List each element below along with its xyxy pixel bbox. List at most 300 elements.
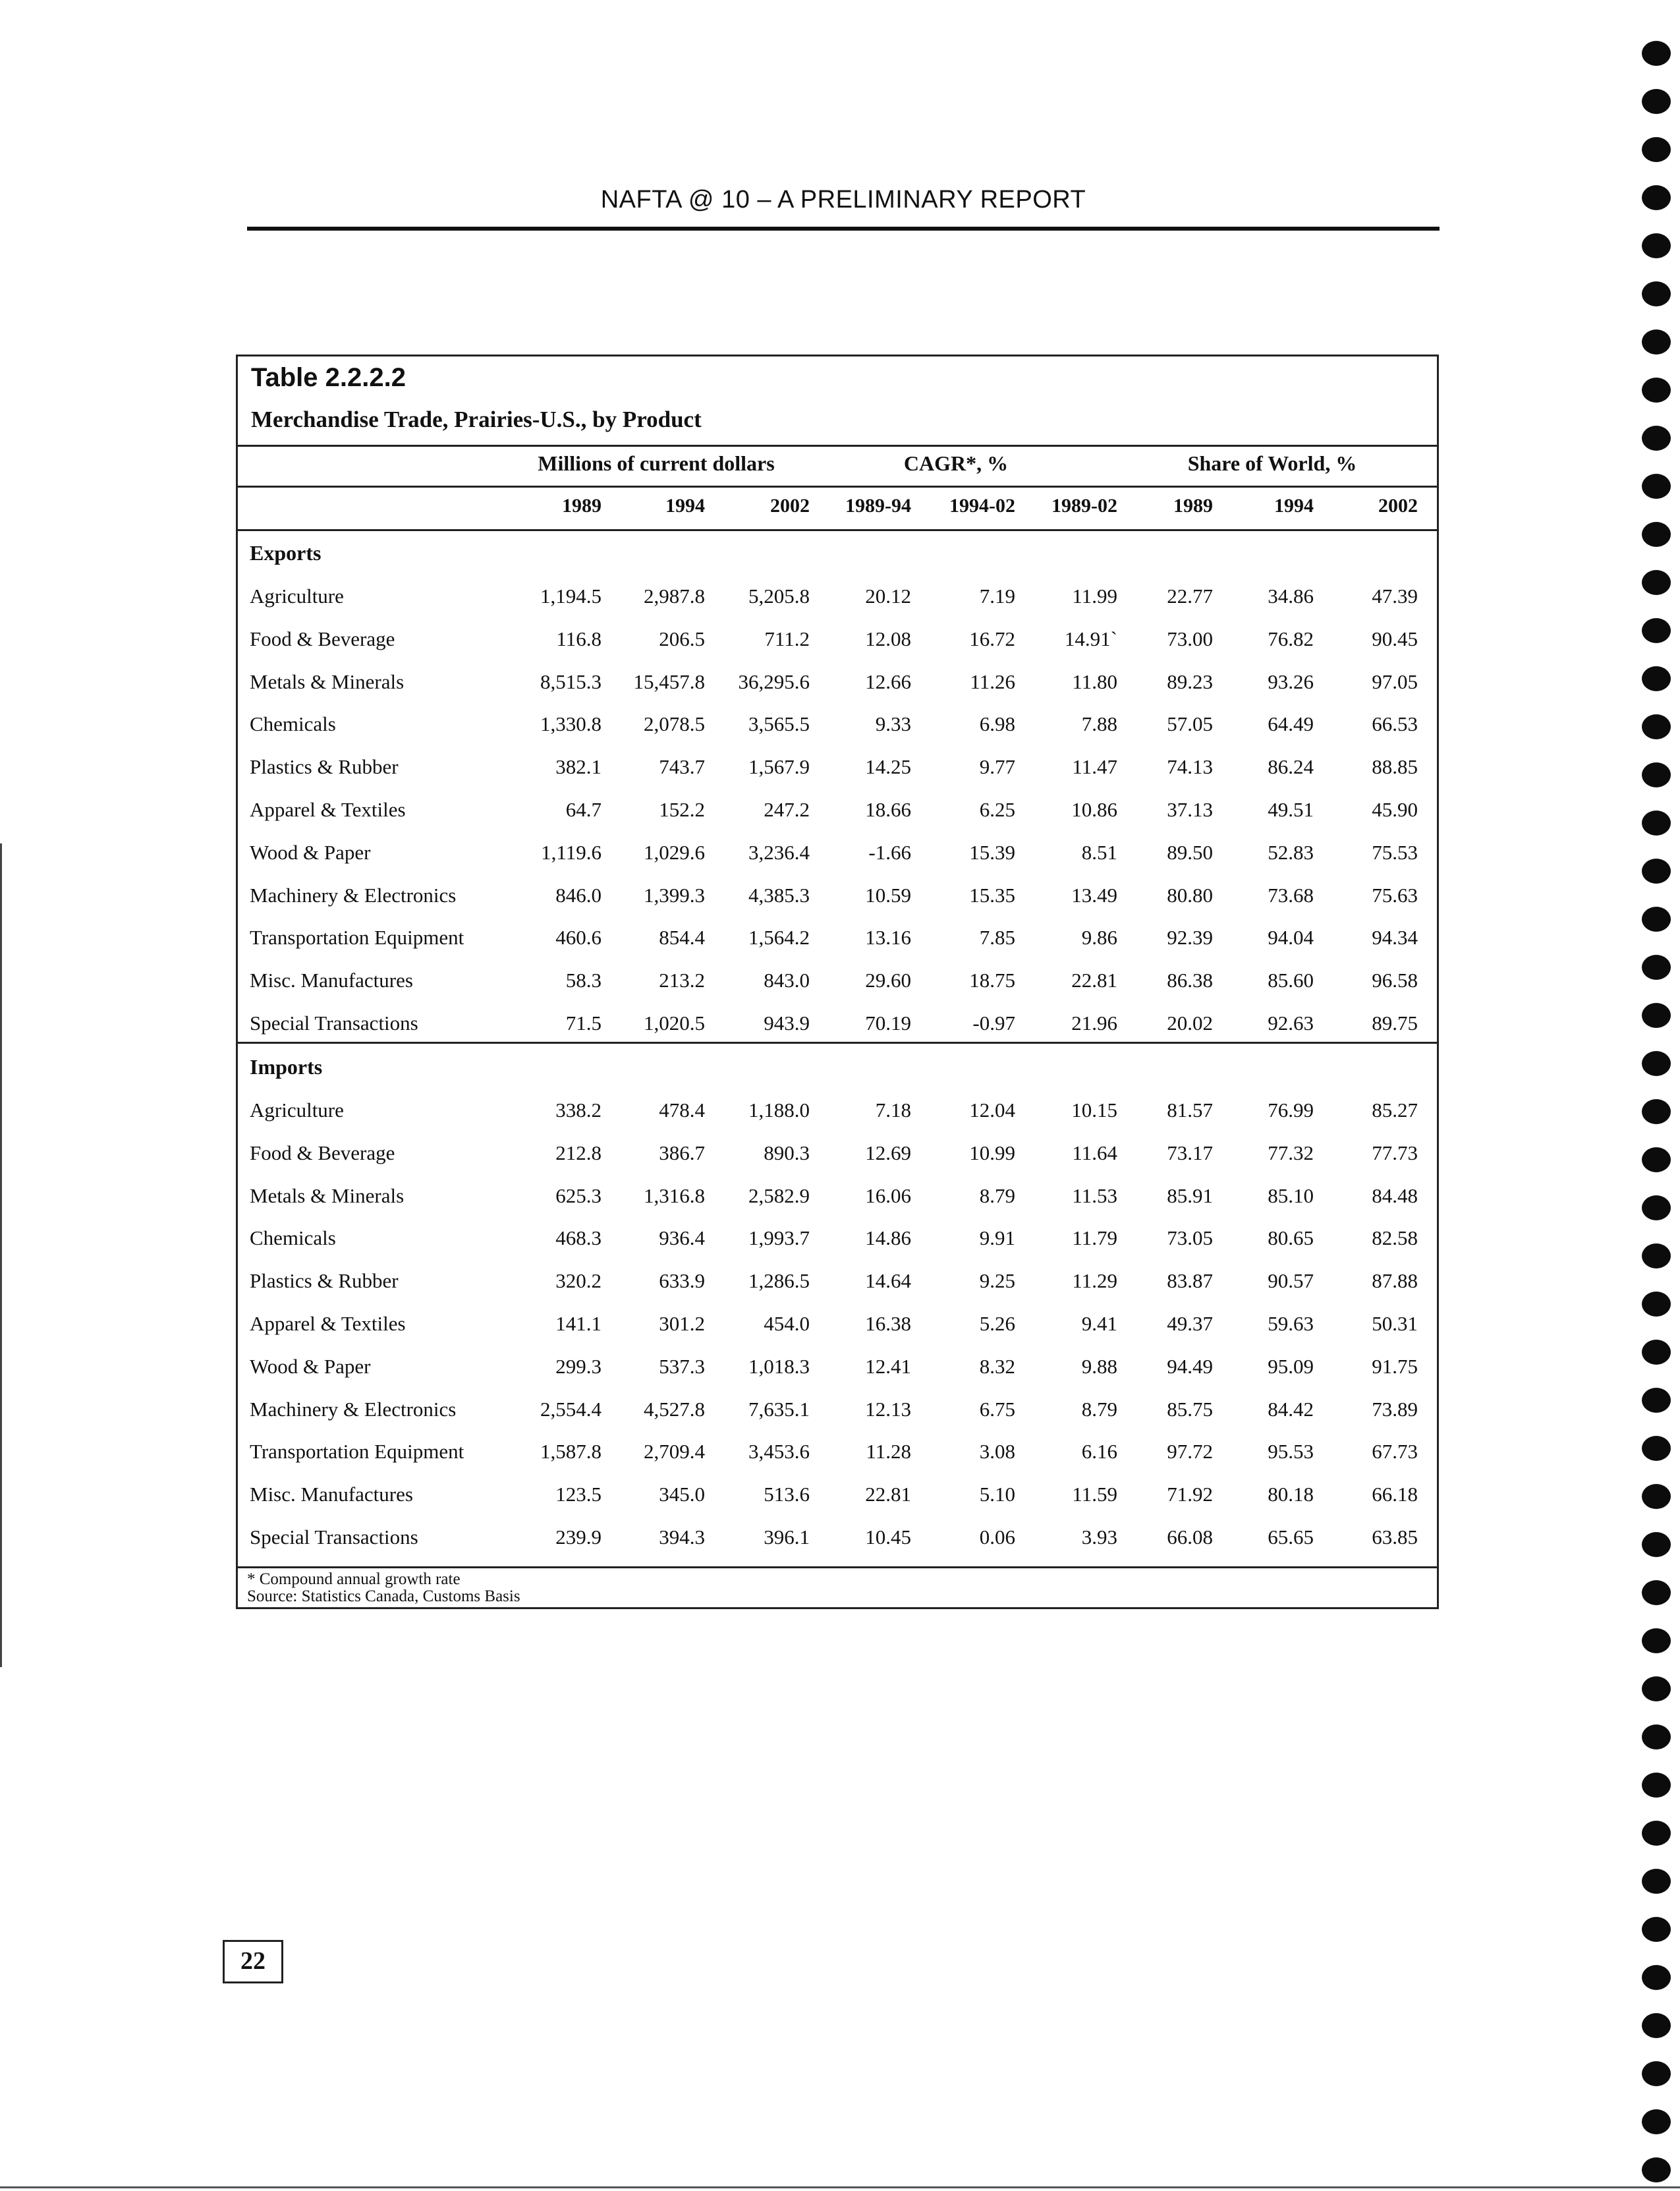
table-cell: 9.33 bbox=[875, 712, 911, 736]
scan-left-edge bbox=[0, 843, 2, 1667]
table-row bbox=[238, 1355, 1437, 1389]
table-cell: 16.06 bbox=[865, 1183, 911, 1207]
table-cell: 3,565.5 bbox=[748, 712, 810, 736]
table-cell: 16.72 bbox=[969, 627, 1015, 650]
table-footnote: * Compound annual growth rate bbox=[247, 1570, 461, 1588]
binder-hole-icon bbox=[1642, 2061, 1671, 2086]
table-cell: 97.72 bbox=[1167, 1440, 1213, 1464]
column-header: 1989-94 bbox=[845, 495, 911, 517]
binder-hole-icon bbox=[1642, 1051, 1671, 1076]
row-label: Special Transactions bbox=[250, 1011, 418, 1035]
table-cell: 64.7 bbox=[565, 798, 602, 821]
binder-hole-icon bbox=[1642, 233, 1671, 258]
table-cell: 64.49 bbox=[1268, 712, 1314, 736]
table-cell: 10.99 bbox=[969, 1141, 1015, 1164]
binder-hole-icon bbox=[1642, 1676, 1671, 1701]
table-cell: 7.18 bbox=[875, 1098, 911, 1122]
binder-hole-icon bbox=[1642, 522, 1671, 547]
binder-hole-icon bbox=[1642, 474, 1671, 499]
row-label: Transportation Equipment bbox=[250, 926, 464, 950]
group-header-cagr: CAGR*, % bbox=[903, 451, 1009, 475]
table-cell: 22.81 bbox=[1071, 969, 1117, 992]
table-cell: 81.57 bbox=[1167, 1098, 1213, 1122]
table-cell: 2,078.5 bbox=[644, 712, 705, 736]
table-cell: 50.31 bbox=[1372, 1312, 1418, 1335]
table-cell: 12.66 bbox=[865, 669, 911, 693]
section-rule bbox=[238, 1042, 1437, 1044]
table-row bbox=[238, 1440, 1437, 1474]
binder-hole-icon bbox=[1642, 426, 1671, 451]
table-cell: 11.29 bbox=[1072, 1269, 1117, 1293]
table-row bbox=[238, 841, 1437, 875]
table-cell: 936.4 bbox=[659, 1226, 705, 1250]
section-label-imports: Imports bbox=[250, 1055, 323, 1079]
column-header: 1994 bbox=[665, 495, 705, 517]
table-cell: 8,515.3 bbox=[540, 669, 602, 693]
table-cell: 5.26 bbox=[979, 1312, 1015, 1335]
table-cell: 9.41 bbox=[1081, 1312, 1117, 1335]
table-cell: 206.5 bbox=[659, 627, 705, 650]
table-cell: 22.81 bbox=[865, 1483, 911, 1506]
table-cell: 71.5 bbox=[565, 1011, 602, 1035]
table-cell: 3.93 bbox=[1081, 1525, 1117, 1549]
binder-hole-icon bbox=[1642, 185, 1671, 210]
table-cell: 943.9 bbox=[764, 1011, 810, 1035]
binder-hole-icon bbox=[1642, 1003, 1671, 1028]
row-label: Misc. Manufactures bbox=[250, 969, 413, 992]
row-label: Metals & Minerals bbox=[250, 669, 405, 693]
row-label: Special Transactions bbox=[250, 1525, 418, 1549]
table-cell: 11.28 bbox=[866, 1440, 911, 1464]
binder-hole-icon bbox=[1642, 1580, 1671, 1605]
table-cell: 299.3 bbox=[555, 1354, 602, 1378]
table-cell: 3,236.4 bbox=[748, 840, 810, 864]
binder-hole-icon bbox=[1642, 955, 1671, 980]
table-cell: 345.0 bbox=[659, 1483, 705, 1506]
table-cell: 83.87 bbox=[1167, 1269, 1213, 1293]
table-cell: 73.00 bbox=[1167, 627, 1213, 650]
table-cell: 11.59 bbox=[1072, 1483, 1117, 1506]
table-cell: 14.64 bbox=[865, 1269, 911, 1293]
table-cell: 97.05 bbox=[1372, 669, 1418, 693]
table-cell: 1,286.5 bbox=[748, 1269, 810, 1293]
table-cell: 90.45 bbox=[1372, 627, 1418, 650]
column-header: 1989-02 bbox=[1051, 495, 1117, 517]
binder-hole-icon bbox=[1642, 1724, 1671, 1750]
table-cell: 66.53 bbox=[1372, 712, 1418, 736]
table-cell: 213.2 bbox=[659, 969, 705, 992]
table-cell: 1,119.6 bbox=[541, 840, 602, 864]
table-row bbox=[238, 1312, 1437, 1346]
row-label: Machinery & Electronics bbox=[250, 1397, 457, 1421]
binder-hole-icon bbox=[1642, 714, 1671, 739]
table-rule-columns bbox=[238, 529, 1437, 531]
table-cell: 2,987.8 bbox=[644, 584, 705, 608]
table-cell: 460.6 bbox=[555, 926, 602, 950]
binder-hole-icon bbox=[1642, 329, 1671, 355]
row-label: Plastics & Rubber bbox=[250, 755, 399, 779]
binder-hole-icon bbox=[1642, 762, 1671, 787]
table-cell: 11.79 bbox=[1072, 1226, 1117, 1250]
table-cell: 12.04 bbox=[969, 1098, 1015, 1122]
column-header: 1994 bbox=[1274, 495, 1314, 517]
binder-hole-icon bbox=[1642, 1628, 1671, 1653]
table-cell: 394.3 bbox=[659, 1525, 705, 1549]
table-cell: 57.05 bbox=[1167, 712, 1213, 736]
table-row bbox=[238, 712, 1437, 747]
column-header: 1989 bbox=[1173, 495, 1213, 517]
table-cell: 73.17 bbox=[1167, 1141, 1213, 1164]
table-cell: 1,020.5 bbox=[644, 1011, 705, 1035]
table-cell: 12.69 bbox=[865, 1141, 911, 1164]
table-cell: 66.18 bbox=[1372, 1483, 1418, 1506]
binder-hole-icon bbox=[1642, 570, 1671, 595]
table-cell: 11.26 bbox=[970, 669, 1015, 693]
table-cell: 29.60 bbox=[865, 969, 911, 992]
binder-hole-icon bbox=[1642, 666, 1671, 691]
binder-holes bbox=[1642, 13, 1675, 2188]
table-cell: 2,582.9 bbox=[748, 1183, 810, 1207]
binder-hole-icon bbox=[1642, 859, 1671, 884]
table-cell: 73.68 bbox=[1268, 883, 1314, 907]
column-header: 2002 bbox=[1378, 495, 1418, 517]
binder-hole-icon bbox=[1642, 1292, 1671, 1317]
table-cell: 86.38 bbox=[1167, 969, 1213, 992]
row-label: Agriculture bbox=[250, 1098, 344, 1122]
table-cell: 13.49 bbox=[1071, 883, 1117, 907]
table-source: Source: Statistics Canada, Customs Basis bbox=[247, 1587, 520, 1605]
table-cell: 9.91 bbox=[979, 1226, 1015, 1250]
binder-hole-icon bbox=[1642, 2157, 1671, 2182]
table-cell: 5.10 bbox=[979, 1483, 1015, 1506]
table-cell: 92.63 bbox=[1268, 1011, 1314, 1035]
binder-hole-icon bbox=[1642, 89, 1671, 114]
table-cell: 247.2 bbox=[764, 798, 810, 821]
row-label: Wood & Paper bbox=[250, 840, 371, 864]
table-cell: 9.88 bbox=[1081, 1354, 1117, 1378]
table-cell: -0.97 bbox=[972, 1011, 1015, 1035]
scan-bottom-edge bbox=[0, 2186, 1680, 2188]
table-cell: 468.3 bbox=[555, 1226, 602, 1250]
table-cell: 1,587.8 bbox=[540, 1440, 602, 1464]
table-cell: 11.53 bbox=[1072, 1183, 1117, 1207]
table-subtitle: Merchandise Trade, Prairies-U.S., by Product bbox=[251, 407, 702, 432]
table-cell: 88.85 bbox=[1372, 755, 1418, 779]
table-cell: 1,194.5 bbox=[540, 584, 602, 608]
table-row bbox=[238, 926, 1437, 960]
table-cell: 14.91` bbox=[1064, 627, 1117, 650]
binder-hole-icon bbox=[1642, 1243, 1671, 1268]
table-rule-bottom bbox=[238, 1566, 1437, 1568]
table-cell: 10.15 bbox=[1071, 1098, 1117, 1122]
table-cell: 80.80 bbox=[1167, 883, 1213, 907]
table-cell: 66.08 bbox=[1167, 1525, 1213, 1549]
table-cell: 396.1 bbox=[764, 1525, 810, 1549]
binder-hole-icon bbox=[1642, 1340, 1671, 1365]
binder-hole-icon bbox=[1642, 281, 1671, 306]
row-label: Apparel & Textiles bbox=[250, 1312, 406, 1335]
table-cell: 1,993.7 bbox=[748, 1226, 810, 1250]
binder-hole-icon bbox=[1642, 137, 1671, 162]
binder-hole-icon bbox=[1642, 41, 1671, 66]
table-cell: 37.13 bbox=[1167, 798, 1213, 821]
table-cell: 1,399.3 bbox=[644, 883, 705, 907]
table-cell: 52.83 bbox=[1268, 840, 1314, 864]
table-row bbox=[238, 1098, 1437, 1133]
row-label: Chemicals bbox=[250, 1226, 336, 1250]
table-cell: 11.80 bbox=[1072, 669, 1117, 693]
table-row bbox=[238, 884, 1437, 918]
table-cell: 47.39 bbox=[1372, 584, 1418, 608]
table-cell: 13.16 bbox=[865, 926, 911, 950]
table-row bbox=[238, 969, 1437, 1003]
trade-table bbox=[236, 355, 1439, 1609]
table-row bbox=[238, 1269, 1437, 1303]
section-label-exports: Exports bbox=[250, 541, 322, 565]
table-cell: 3.08 bbox=[979, 1440, 1015, 1464]
table-cell: 8.79 bbox=[1081, 1397, 1117, 1421]
table-cell: 301.2 bbox=[659, 1312, 705, 1335]
table-cell: 18.66 bbox=[865, 798, 911, 821]
table-cell: 59.63 bbox=[1268, 1312, 1314, 1335]
column-header: 2002 bbox=[770, 495, 810, 517]
table-cell: 1,188.0 bbox=[748, 1098, 810, 1122]
table-cell: 4,527.8 bbox=[644, 1397, 705, 1421]
table-cell: 7.19 bbox=[979, 584, 1015, 608]
table-cell: 77.73 bbox=[1372, 1141, 1418, 1164]
table-cell: 123.5 bbox=[555, 1483, 602, 1506]
table-cell: 6.25 bbox=[979, 798, 1015, 821]
table-cell: 95.09 bbox=[1268, 1354, 1314, 1378]
row-label: Chemicals bbox=[250, 712, 336, 736]
column-header: 1989 bbox=[562, 495, 602, 517]
table-cell: 14.25 bbox=[865, 755, 911, 779]
table-cell: -1.66 bbox=[868, 840, 911, 864]
table-cell: 49.37 bbox=[1167, 1312, 1213, 1335]
table-cell: 94.49 bbox=[1167, 1354, 1213, 1378]
table-cell: 94.34 bbox=[1372, 926, 1418, 950]
table-cell: 2,554.4 bbox=[540, 1397, 602, 1421]
table-cell: 854.4 bbox=[659, 926, 705, 950]
table-cell: 18.75 bbox=[969, 969, 1015, 992]
binder-hole-icon bbox=[1642, 907, 1671, 932]
table-rule-top bbox=[238, 445, 1437, 447]
table-row bbox=[238, 627, 1437, 662]
table-cell: 65.65 bbox=[1268, 1525, 1314, 1549]
table-cell: 15.35 bbox=[969, 883, 1015, 907]
binder-hole-icon bbox=[1642, 2013, 1671, 2038]
table-cell: 80.65 bbox=[1268, 1226, 1314, 1250]
binder-hole-icon bbox=[1642, 1147, 1671, 1172]
binder-hole-icon bbox=[1642, 811, 1671, 836]
table-cell: 338.2 bbox=[555, 1098, 602, 1122]
binder-hole-icon bbox=[1642, 1388, 1671, 1413]
table-cell: 9.77 bbox=[979, 755, 1015, 779]
table-cell: 15,457.8 bbox=[633, 669, 705, 693]
table-cell: 84.48 bbox=[1372, 1183, 1418, 1207]
table-cell: 10.86 bbox=[1071, 798, 1117, 821]
table-row bbox=[238, 1184, 1437, 1218]
table-cell: 633.9 bbox=[659, 1269, 705, 1293]
table-label: Table 2.2.2.2 bbox=[251, 363, 406, 392]
table-cell: 3,453.6 bbox=[748, 1440, 810, 1464]
table-cell: 11.47 bbox=[1072, 755, 1117, 779]
row-label: Plastics & Rubber bbox=[250, 1269, 399, 1293]
row-label: Transportation Equipment bbox=[250, 1440, 464, 1464]
binder-hole-icon bbox=[1642, 1917, 1671, 1942]
table-cell: 75.53 bbox=[1372, 840, 1418, 864]
table-cell: 1,316.8 bbox=[644, 1183, 705, 1207]
table-cell: 1,567.9 bbox=[748, 755, 810, 779]
page-number: 22 bbox=[223, 1940, 283, 1983]
table-cell: 5,205.8 bbox=[748, 584, 810, 608]
table-cell: 14.86 bbox=[865, 1226, 911, 1250]
table-cell: 1,564.2 bbox=[748, 926, 810, 950]
group-header-millions: Millions of current dollars bbox=[538, 451, 775, 475]
table-rule-groups bbox=[238, 486, 1437, 488]
table-cell: 70.19 bbox=[865, 1011, 911, 1035]
table-cell: 12.08 bbox=[865, 627, 911, 650]
table-cell: 382.1 bbox=[555, 755, 602, 779]
table-cell: 80.18 bbox=[1268, 1483, 1314, 1506]
binder-hole-icon bbox=[1642, 1773, 1671, 1798]
table-row bbox=[238, 670, 1437, 704]
table-cell: 625.3 bbox=[555, 1183, 602, 1207]
header-rule bbox=[247, 227, 1440, 231]
table-cell: 152.2 bbox=[659, 798, 705, 821]
table-cell: 89.50 bbox=[1167, 840, 1213, 864]
row-label: Metals & Minerals bbox=[250, 1183, 405, 1207]
table-cell: 9.86 bbox=[1081, 926, 1117, 950]
table-cell: 89.75 bbox=[1372, 1011, 1418, 1035]
table-cell: 93.26 bbox=[1268, 669, 1314, 693]
table-cell: 71.92 bbox=[1167, 1483, 1213, 1506]
table-cell: 74.13 bbox=[1167, 755, 1213, 779]
table-cell: 478.4 bbox=[659, 1098, 705, 1122]
table-cell: 90.57 bbox=[1268, 1269, 1314, 1293]
table-row bbox=[238, 1141, 1437, 1176]
table-cell: 58.3 bbox=[565, 969, 602, 992]
table-cell: 84.42 bbox=[1268, 1397, 1314, 1421]
table-cell: 73.05 bbox=[1167, 1226, 1213, 1250]
table-cell: 85.10 bbox=[1268, 1183, 1314, 1207]
table-cell: 7,635.1 bbox=[748, 1397, 810, 1421]
table-cell: 7.88 bbox=[1081, 712, 1117, 736]
table-cell: 386.7 bbox=[659, 1141, 705, 1164]
table-cell: 4,385.3 bbox=[748, 883, 810, 907]
table-cell: 77.32 bbox=[1268, 1141, 1314, 1164]
row-label: Food & Beverage bbox=[250, 627, 395, 650]
table-cell: 0.06 bbox=[979, 1525, 1015, 1549]
binder-hole-icon bbox=[1642, 2109, 1671, 2134]
table-cell: 96.58 bbox=[1372, 969, 1418, 992]
table-cell: 843.0 bbox=[764, 969, 810, 992]
binder-hole-icon bbox=[1642, 1099, 1671, 1124]
table-cell: 95.53 bbox=[1268, 1440, 1314, 1464]
table-cell: 49.51 bbox=[1268, 798, 1314, 821]
table-cell: 513.6 bbox=[764, 1483, 810, 1506]
table-cell: 34.86 bbox=[1268, 584, 1314, 608]
row-label: Wood & Paper bbox=[250, 1354, 371, 1378]
table-row bbox=[238, 755, 1437, 789]
binder-hole-icon bbox=[1642, 618, 1671, 643]
table-cell: 67.73 bbox=[1372, 1440, 1418, 1464]
table-cell: 743.7 bbox=[659, 755, 705, 779]
table-cell: 890.3 bbox=[764, 1141, 810, 1164]
table-cell: 8.79 bbox=[979, 1183, 1015, 1207]
table-cell: 75.63 bbox=[1372, 883, 1418, 907]
table-cell: 1,018.3 bbox=[748, 1354, 810, 1378]
table-cell: 20.02 bbox=[1167, 1011, 1213, 1035]
table-cell: 94.04 bbox=[1268, 926, 1314, 950]
table-cell: 6.98 bbox=[979, 712, 1015, 736]
binder-hole-icon bbox=[1642, 1821, 1671, 1846]
table-cell: 85.91 bbox=[1167, 1183, 1213, 1207]
table-cell: 6.16 bbox=[1081, 1440, 1117, 1464]
table-cell: 11.64 bbox=[1072, 1141, 1117, 1164]
row-label: Agriculture bbox=[250, 584, 344, 608]
table-cell: 10.59 bbox=[865, 883, 911, 907]
table-cell: 73.89 bbox=[1372, 1397, 1418, 1421]
table-cell: 85.27 bbox=[1372, 1098, 1418, 1122]
table-cell: 36,295.6 bbox=[738, 669, 810, 693]
binder-hole-icon bbox=[1642, 1532, 1671, 1557]
table-cell: 846.0 bbox=[555, 883, 602, 907]
table-row bbox=[238, 1525, 1437, 1560]
binder-hole-icon bbox=[1642, 1195, 1671, 1220]
binder-hole-icon bbox=[1642, 1484, 1671, 1509]
table-cell: 9.25 bbox=[979, 1269, 1015, 1293]
table-cell: 6.75 bbox=[979, 1397, 1015, 1421]
table-cell: 8.32 bbox=[979, 1354, 1015, 1378]
binder-hole-icon bbox=[1642, 378, 1671, 403]
table-cell: 91.75 bbox=[1372, 1354, 1418, 1378]
table-cell: 537.3 bbox=[659, 1354, 705, 1378]
table-cell: 89.23 bbox=[1167, 669, 1213, 693]
binder-hole-icon bbox=[1642, 1436, 1671, 1461]
table-row bbox=[238, 1398, 1437, 1432]
table-cell: 63.85 bbox=[1372, 1525, 1418, 1549]
table-cell: 45.90 bbox=[1372, 798, 1418, 821]
table-cell: 85.60 bbox=[1268, 969, 1314, 992]
table-row bbox=[238, 1483, 1437, 1517]
table-cell: 8.51 bbox=[1081, 840, 1117, 864]
table-cell: 12.13 bbox=[865, 1397, 911, 1421]
table-cell: 1,029.6 bbox=[644, 840, 705, 864]
table-cell: 7.85 bbox=[979, 926, 1015, 950]
row-label: Machinery & Electronics bbox=[250, 883, 457, 907]
table-cell: 21.96 bbox=[1071, 1011, 1117, 1035]
table-cell: 76.82 bbox=[1268, 627, 1314, 650]
table-row bbox=[238, 1011, 1437, 1046]
page-header-title: NAFTA @ 10 – A PRELIMINARY REPORT bbox=[600, 186, 1086, 213]
table-cell: 320.2 bbox=[555, 1269, 602, 1293]
table-cell: 454.0 bbox=[764, 1312, 810, 1335]
table-cell: 11.99 bbox=[1072, 584, 1117, 608]
table-cell: 10.45 bbox=[865, 1525, 911, 1549]
row-label: Food & Beverage bbox=[250, 1141, 395, 1164]
table-cell: 22.77 bbox=[1167, 584, 1213, 608]
table-cell: 82.58 bbox=[1372, 1226, 1418, 1250]
table-cell: 85.75 bbox=[1167, 1397, 1213, 1421]
table-cell: 116.8 bbox=[556, 627, 602, 650]
table-row bbox=[238, 584, 1437, 619]
table-cell: 1,330.8 bbox=[540, 712, 602, 736]
table-cell: 15.39 bbox=[969, 840, 1015, 864]
binder-hole-icon bbox=[1642, 1869, 1671, 1894]
table-cell: 212.8 bbox=[555, 1141, 602, 1164]
table-cell: 711.2 bbox=[764, 627, 810, 650]
